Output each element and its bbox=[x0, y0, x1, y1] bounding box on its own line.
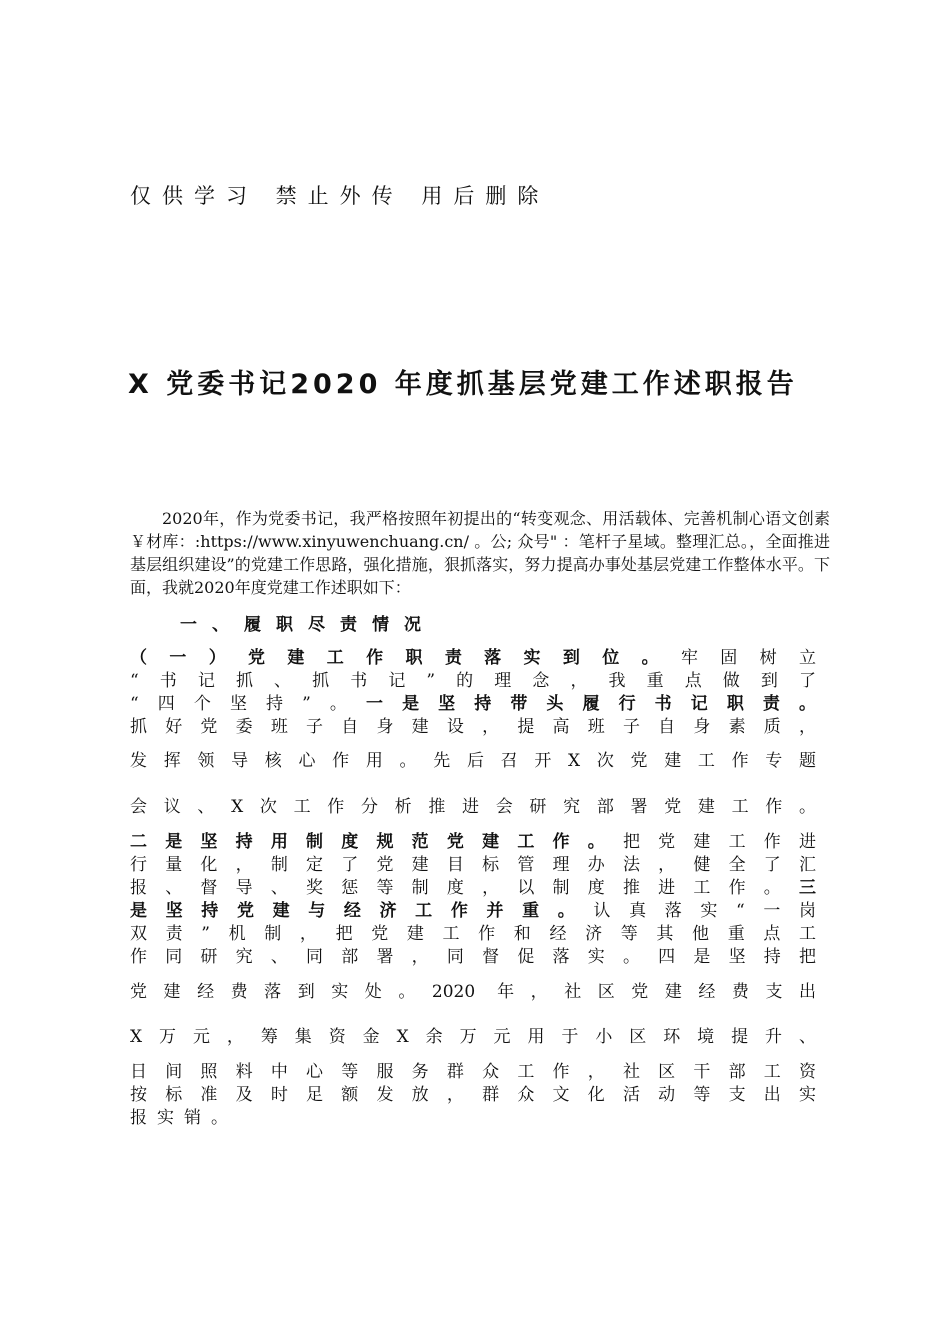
usage-notice: 仅供学习 禁止外传 用后删除 bbox=[130, 184, 550, 208]
body-line: X万元，筹集资金X余万元用于小区环境提升、 bbox=[130, 1027, 816, 1047]
body-line: （一）党建工作职责落实到位。牢固树立 bbox=[130, 648, 816, 668]
body-line: 是坚持党建与经济工作并重。认真落实“一岗 bbox=[130, 901, 816, 921]
body-line: 抓好党委班子自身建设，提高班子自身素质， bbox=[130, 717, 816, 737]
body-line: 会议、X次工作分析推进会研究部署党建工作。 bbox=[130, 797, 816, 817]
body-line: 日间照料中心等服务群众工作，社区干部工资 bbox=[130, 1062, 816, 1082]
body-line: 行量化，制定了党建目标管理办法，健全了汇 bbox=[130, 855, 816, 875]
section-heading-1: 一、履职尽责情况 bbox=[180, 615, 436, 635]
body-line: “四个坚持”。一是坚持带头履行书记职责。 bbox=[130, 694, 816, 714]
body-line: 报、督导、奖惩等制度，以制度推进工作。三 bbox=[130, 878, 816, 898]
document-title: X 党委书记2020 年度抓基层党建工作述职报告 bbox=[128, 369, 798, 400]
body-line: 报实销。 bbox=[130, 1108, 238, 1128]
body-line: 双责”机制，把党建工作和经济等其他重点工 bbox=[130, 924, 816, 944]
body-line: 发挥领导核心作用。先后召开X次党建工作专题 bbox=[130, 751, 816, 771]
body-line: 二是坚持用制度规范党建工作。把党建工作进 bbox=[130, 832, 816, 852]
body-line: “书记抓、抓书记”的理念，我重点做到了 bbox=[130, 671, 816, 691]
body-line: 党建经费落到实处。2020 年，社区党建经费支出 bbox=[130, 982, 816, 1002]
body-line: 按标准及时足额发放，群众文化活动等支出实 bbox=[130, 1085, 816, 1105]
intro-paragraph: 2020年，作为党委书记，我严格按照年初提出的“转变观念、用活载体、完善机制心语文创素￥材库：:https://www.xinyuwenchuang.cn/ 。公; 众号" ：笔杆子星域。整理汇总。，全面推进基层组织建设”的党建工作思路，强化措施，狠抓落实，努力提高办事处基层党建工作整体水平。下面，我就2020年度党建工作述职如下： bbox=[130, 509, 830, 597]
body-line: 作同研究、同部署，同督促落实。四是坚持把 bbox=[130, 947, 816, 967]
